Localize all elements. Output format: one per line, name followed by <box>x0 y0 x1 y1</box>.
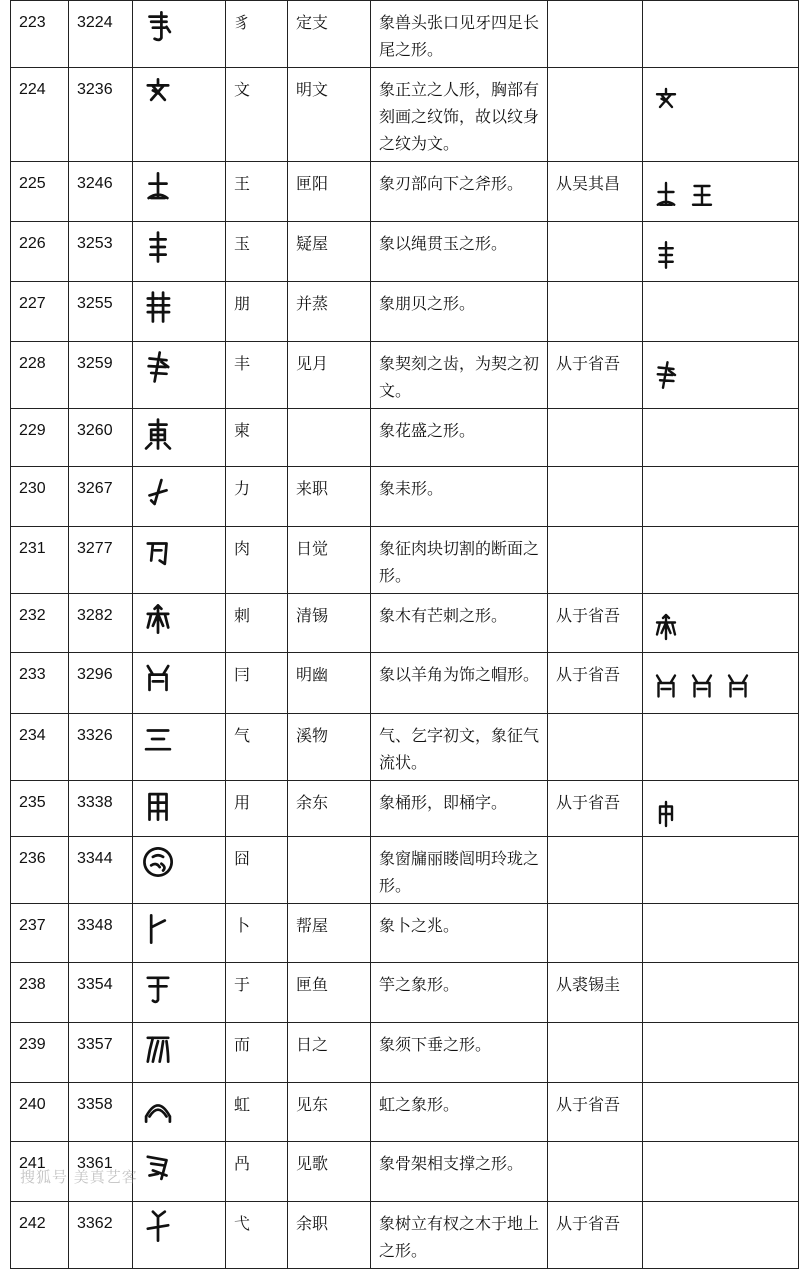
oracle-glyph <box>133 1023 226 1083</box>
glyph-skeleton-icon <box>141 1150 175 1184</box>
row-number: 233 <box>11 653 69 714</box>
phonetic-reading <box>288 409 371 467</box>
glyph-cowrie-strings-icon <box>141 290 175 324</box>
explanation: 象树立有杈之木于地上之形。 <box>371 1202 548 1269</box>
glyph-horned-cap-icon <box>723 671 753 701</box>
phonetic-reading: 日觉 <box>288 527 371 594</box>
row-code: 3338 <box>69 781 133 837</box>
modern-character: 于 <box>226 963 288 1023</box>
watermark: 搜狐号 美真艺客 <box>20 1168 138 1186</box>
glyph-three-lines-icon <box>141 722 175 756</box>
glyph-bucket-small-icon <box>651 799 681 829</box>
oracle-glyph <box>133 1083 226 1142</box>
explanation: 象正立之人形，胸部有刻画之纹饰，故以纹身之纹为文。 <box>371 68 548 162</box>
explanation: 象以羊角为饰之帽形。 <box>371 653 548 714</box>
table-row <box>11 68 799 162</box>
row-number: 231 <box>11 527 69 594</box>
variant-glyphs <box>643 1023 799 1083</box>
variant-glyphs <box>643 594 799 653</box>
source-attribution <box>548 1023 643 1083</box>
oracle-glyph <box>133 409 226 467</box>
row-number: 223 <box>11 1 69 68</box>
row-code: 3362 <box>69 1202 133 1269</box>
glyph-thorny-tree-icon <box>651 612 681 642</box>
row-number: 238 <box>11 963 69 1023</box>
phonetic-reading: 见东 <box>288 1083 371 1142</box>
modern-character: 力 <box>226 467 288 527</box>
glyph-blossom-icon <box>141 417 175 451</box>
source-attribution: 从于省吾 <box>548 653 643 714</box>
row-number: 226 <box>11 222 69 282</box>
phonetic-reading: 帮屋 <box>288 904 371 963</box>
glyph-bucket-icon <box>141 789 175 823</box>
oracle-glyph <box>133 714 226 781</box>
row-code: 3282 <box>69 594 133 653</box>
source-attribution <box>548 409 643 467</box>
modern-character: 而 <box>226 1023 288 1083</box>
glyph-tattooed-figure-icon <box>651 86 681 116</box>
table-row <box>11 1083 799 1142</box>
table-row <box>11 409 799 467</box>
modern-character: 豸 <box>226 1 288 68</box>
variant-glyphs <box>643 162 799 222</box>
explanation: 象兽头张口见牙四足长尾之形。 <box>371 1 548 68</box>
phonetic-reading: 日之 <box>288 1023 371 1083</box>
modern-character: 气 <box>226 714 288 781</box>
row-number: 234 <box>11 714 69 781</box>
modern-character: 冃 <box>226 653 288 714</box>
phonetic-reading: 明幽 <box>288 653 371 714</box>
glyph-horned-cap-icon <box>687 671 717 701</box>
explanation: 竽之象形。 <box>371 963 548 1023</box>
glyph-notched-tally-icon <box>651 360 681 390</box>
row-code: 3296 <box>69 653 133 714</box>
row-number: 240 <box>11 1083 69 1142</box>
explanation: 象桶形，即桶字。 <box>371 781 548 837</box>
row-code: 3277 <box>69 527 133 594</box>
modern-character: 文 <box>226 68 288 162</box>
phonetic-reading: 并蒸 <box>288 282 371 342</box>
glyph-tattooed-figure-icon <box>141 76 175 110</box>
row-code: 3255 <box>69 282 133 342</box>
variant-glyphs <box>643 904 799 963</box>
source-attribution <box>548 68 643 162</box>
glyph-horned-cap-icon <box>141 661 175 695</box>
explanation: 象刃部向下之斧形。 <box>371 162 548 222</box>
modern-character: 冎 <box>226 1142 288 1202</box>
modern-character: 王 <box>226 162 288 222</box>
source-attribution <box>548 1 643 68</box>
glyph-window-icon <box>141 845 175 879</box>
phonetic-reading <box>288 837 371 904</box>
source-attribution: 从裘锡圭 <box>548 963 643 1023</box>
phonetic-reading: 余东 <box>288 781 371 837</box>
variant-glyphs <box>643 837 799 904</box>
row-code: 3259 <box>69 342 133 409</box>
row-code: 3253 <box>69 222 133 282</box>
explanation: 象契刻之齿，为契之初文。 <box>371 342 548 409</box>
row-number: 230 <box>11 467 69 527</box>
explanation: 虹之象形。 <box>371 1083 548 1142</box>
glyph-table <box>10 0 799 1269</box>
variant-glyphs <box>643 1142 799 1202</box>
phonetic-reading: 清锡 <box>288 594 371 653</box>
row-number: 235 <box>11 781 69 837</box>
explanation: 象征肉块切割的断面之形。 <box>371 527 548 594</box>
phonetic-reading: 匣阳 <box>288 162 371 222</box>
modern-character: 用 <box>226 781 288 837</box>
variant-glyphs <box>643 68 799 162</box>
modern-character: 丰 <box>226 342 288 409</box>
row-code: 3354 <box>69 963 133 1023</box>
variant-glyphs <box>643 342 799 409</box>
explanation: 象耒形。 <box>371 467 548 527</box>
glyph-horned-cap-icon <box>651 671 681 701</box>
oracle-glyph <box>133 1142 226 1202</box>
explanation: 象朋贝之形。 <box>371 282 548 342</box>
source-attribution <box>548 904 643 963</box>
glyph-axe-icon <box>651 180 681 210</box>
row-number: 241 <box>11 1142 69 1202</box>
row-code: 3357 <box>69 1023 133 1083</box>
phonetic-reading: 匣鱼 <box>288 963 371 1023</box>
row-code: 3236 <box>69 68 133 162</box>
explanation: 象卜之兆。 <box>371 904 548 963</box>
phonetic-reading: 疑屋 <box>288 222 371 282</box>
row-code: 3358 <box>69 1083 133 1142</box>
source-attribution <box>548 222 643 282</box>
table-row <box>11 1 799 68</box>
oracle-glyph <box>133 527 226 594</box>
table-row <box>11 837 799 904</box>
source-attribution <box>548 1142 643 1202</box>
variant-glyphs <box>643 1 799 68</box>
glyph-forked-post-icon <box>141 1210 175 1244</box>
variant-glyphs <box>643 409 799 467</box>
table-row <box>11 1023 799 1083</box>
table-row <box>11 963 799 1023</box>
variant-glyphs <box>643 963 799 1023</box>
row-code: 3246 <box>69 162 133 222</box>
oracle-glyph <box>133 781 226 837</box>
modern-character: 虹 <box>226 1083 288 1142</box>
row-code: 3326 <box>69 714 133 781</box>
source-attribution <box>548 714 643 781</box>
row-code: 3260 <box>69 409 133 467</box>
phonetic-reading: 明文 <box>288 68 371 162</box>
modern-character: 玉 <box>226 222 288 282</box>
row-number: 227 <box>11 282 69 342</box>
row-code: 3267 <box>69 467 133 527</box>
row-code: 3224 <box>69 1 133 68</box>
row-code: 3348 <box>69 904 133 963</box>
oracle-glyph <box>133 963 226 1023</box>
table-row <box>11 527 799 594</box>
modern-character: 柬 <box>226 409 288 467</box>
row-code: 3344 <box>69 837 133 904</box>
table-row <box>11 714 799 781</box>
variant-glyphs <box>643 527 799 594</box>
variant-glyphs <box>643 1202 799 1269</box>
explanation: 象花盛之形。 <box>371 409 548 467</box>
source-attribution <box>548 282 643 342</box>
oracle-glyph <box>133 904 226 963</box>
variant-glyphs <box>643 653 799 714</box>
explanation: 气、乞字初文，象征气流状。 <box>371 714 548 781</box>
source-attribution: 从吴其昌 <box>548 162 643 222</box>
source-attribution: 从于省吾 <box>548 781 643 837</box>
source-attribution: 从于省吾 <box>548 342 643 409</box>
table-row <box>11 781 799 837</box>
oracle-glyph <box>133 1 226 68</box>
glyph-wang-icon <box>687 180 717 210</box>
glyph-crack-icon <box>141 912 175 946</box>
oracle-glyph <box>133 282 226 342</box>
phonetic-reading: 来职 <box>288 467 371 527</box>
phonetic-reading: 见歌 <box>288 1142 371 1202</box>
modern-character: 弋 <box>226 1202 288 1269</box>
variant-glyphs <box>643 781 799 837</box>
table-row <box>11 342 799 409</box>
variant-glyphs <box>643 714 799 781</box>
phonetic-reading: 溪物 <box>288 714 371 781</box>
modern-character: 肉 <box>226 527 288 594</box>
phonetic-reading: 定支 <box>288 1 371 68</box>
glyph-jade-string-icon <box>651 240 681 270</box>
source-attribution: 从于省吾 <box>548 1083 643 1142</box>
modern-character: 刺 <box>226 594 288 653</box>
row-number: 236 <box>11 837 69 904</box>
glyph-rainbow-icon <box>141 1091 175 1125</box>
table-row <box>11 162 799 222</box>
oracle-glyph <box>133 68 226 162</box>
table-row <box>11 282 799 342</box>
explanation: 象骨架相支撑之形。 <box>371 1142 548 1202</box>
explanation: 象窗牖丽䁖闿明玲珑之形。 <box>371 837 548 904</box>
modern-character: 囧 <box>226 837 288 904</box>
source-attribution <box>548 467 643 527</box>
phonetic-reading: 余职 <box>288 1202 371 1269</box>
oracle-glyph <box>133 342 226 409</box>
glyph-thorny-tree-icon <box>141 602 175 636</box>
row-number: 242 <box>11 1202 69 1269</box>
table-row <box>11 653 799 714</box>
modern-character: 朋 <box>226 282 288 342</box>
row-number: 229 <box>11 409 69 467</box>
oracle-glyph <box>133 162 226 222</box>
explanation: 象须下垂之形。 <box>371 1023 548 1083</box>
row-number: 239 <box>11 1023 69 1083</box>
row-number: 224 <box>11 68 69 162</box>
phonetic-reading: 见月 <box>288 342 371 409</box>
glyph-yu-icon <box>141 971 175 1005</box>
table-row <box>11 1202 799 1269</box>
table-row <box>11 594 799 653</box>
explanation: 象以绳贯玉之形。 <box>371 222 548 282</box>
table-row <box>11 222 799 282</box>
oracle-glyph <box>133 222 226 282</box>
modern-character: 卜 <box>226 904 288 963</box>
glyph-tusked-beast-icon <box>141 9 175 43</box>
row-number: 228 <box>11 342 69 409</box>
variant-glyphs <box>643 467 799 527</box>
glyph-meat-slab-icon <box>141 535 175 569</box>
source-attribution: 从于省吾 <box>548 594 643 653</box>
row-number: 232 <box>11 594 69 653</box>
glyph-notched-tally-icon <box>141 350 175 384</box>
source-attribution <box>548 527 643 594</box>
source-attribution: 从于省吾 <box>548 1202 643 1269</box>
table-row <box>11 904 799 963</box>
oracle-glyph <box>133 837 226 904</box>
row-number: 237 <box>11 904 69 963</box>
explanation: 象木有芒刺之形。 <box>371 594 548 653</box>
glyph-plough-icon <box>141 475 175 509</box>
glyph-jade-string-icon <box>141 230 175 264</box>
row-number: 225 <box>11 162 69 222</box>
row-code: 3361 <box>69 1142 133 1202</box>
variant-glyphs <box>643 282 799 342</box>
source-attribution <box>548 837 643 904</box>
oracle-glyph <box>133 594 226 653</box>
table-row <box>11 467 799 527</box>
variant-glyphs <box>643 222 799 282</box>
oracle-glyph <box>133 653 226 714</box>
variant-glyphs <box>643 1083 799 1142</box>
glyph-axe-icon <box>141 170 175 204</box>
oracle-glyph <box>133 1202 226 1269</box>
glyph-beard-icon <box>141 1031 175 1065</box>
oracle-glyph <box>133 467 226 527</box>
